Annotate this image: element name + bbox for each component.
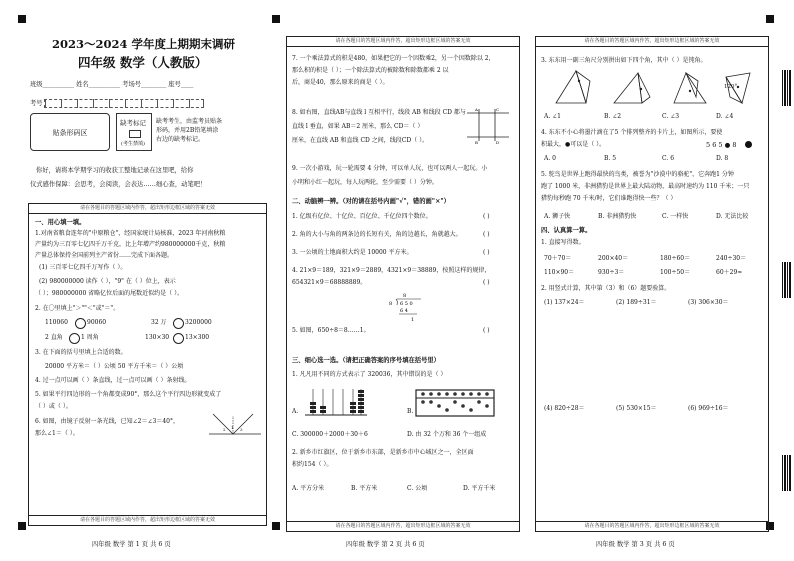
question-text: （ ）；980000000 省略亿位后面的尾数近似约是（ ）。 bbox=[35, 290, 184, 297]
question-text: 4. 过一点可以画（ ）条直线，过一点可以画（ ）条射线。 bbox=[35, 377, 191, 384]
option-d[interactable]: D. ∠4 bbox=[716, 113, 734, 120]
mental-calc: 60＋29≈ bbox=[716, 269, 743, 276]
compare-item: 3200000 bbox=[185, 319, 212, 326]
question-text: 小明和小红一起玩，每人玩两轮，至少需要（ ）分钟。 bbox=[292, 179, 438, 186]
svg-text:1: 1 bbox=[411, 317, 415, 323]
section-title: 四、认真算一算。 bbox=[541, 227, 592, 234]
section-title: 三、细心选一选。（请把正确答案的序号填在括号里） bbox=[292, 357, 440, 364]
compare-item: 130×30 bbox=[145, 334, 170, 341]
option-a[interactable]: A. bbox=[292, 408, 299, 415]
option-c[interactable]: C. 6 bbox=[662, 155, 675, 162]
parallel-lines-diagram bbox=[465, 105, 511, 145]
corner-mark bbox=[18, 15, 26, 23]
barcode-area bbox=[30, 113, 110, 151]
vertical-calc: (5) 530×15＝ bbox=[616, 405, 657, 412]
question-text: （ ）或（ ）。 bbox=[35, 403, 72, 410]
answer-area-note: 请在各题目的答题区域内作答，超出矩形边框区域的答案无效 bbox=[536, 521, 768, 531]
judge-item: 4. 21×9＝189，321×9＝2889，4321×9＝38889，按照这样的规律， bbox=[292, 267, 491, 274]
intro-text: 你好，请将本学期学习的收获工整地记录在这里吧，给你 bbox=[36, 167, 194, 174]
question-text: 2. 用竖式计算，其中第（3）和（6）题要验算。 bbox=[541, 285, 671, 292]
answer-area-note: 请在各题目的答题区域内作答，超出矩形边框区域的答案无效 bbox=[29, 515, 266, 525]
option-d[interactable]: D. 8 bbox=[716, 155, 729, 162]
compare-item: 110060 bbox=[45, 319, 68, 326]
question-text: 积最大，●可以是（ ）。 bbox=[541, 141, 606, 148]
compare-item: 13×300 bbox=[185, 334, 210, 341]
side-barcode bbox=[782, 262, 791, 298]
option-d[interactable]: D. 平方千米 bbox=[463, 485, 496, 492]
student-info-line: 班级__________ 姓名__________ 考场号________ 座号____ bbox=[30, 81, 194, 88]
counting-frame-figure bbox=[415, 389, 495, 417]
compare-circle[interactable] bbox=[75, 318, 86, 329]
question-text: 1. 凡凡用不同的方式表示了 320036，其中错误的是（ ） bbox=[292, 371, 447, 378]
option-b[interactable]: B. 5 bbox=[604, 155, 617, 162]
angle-label: 120° bbox=[724, 84, 738, 90]
compare-item: 1 周角 bbox=[81, 334, 99, 341]
mental-calc: 110×90＝ bbox=[544, 269, 575, 276]
question-text: 2. 在〇里填上"＞""＜"或"＝"。 bbox=[35, 305, 120, 312]
option-b[interactable]: B. bbox=[407, 408, 414, 415]
option-b[interactable]: B. 非洲猎豹快 bbox=[598, 213, 637, 220]
option-b[interactable]: B. 平方米 bbox=[351, 485, 378, 492]
answer-area-note: 请在各题目的答题区域内作答，超出矩形边框区域的答案无效 bbox=[287, 521, 519, 531]
judge-item: 1. 亿级有亿位、十亿位、百亿位、千亿位四个数位。 bbox=[292, 213, 432, 220]
answer-area-note: 请在各题目的答题区域内作答，超出矩形边框区域的答案无效 bbox=[287, 37, 519, 47]
question-text: 3. 在下面的括号里填上合适的数。 bbox=[35, 349, 127, 356]
mental-calc: 930÷3＝ bbox=[598, 269, 625, 276]
question-text: 5. 如果平行四边形的一个角都变成90°，那么这个平行四边形就变成了 bbox=[35, 391, 222, 398]
question-text: 9. 一次小游戏，玩一轮需要 4 分钟，可以单人玩，也可以两人一起玩。小 bbox=[292, 165, 488, 172]
answer-box bbox=[286, 36, 520, 532]
question-text: 1. 直接写得数。 bbox=[541, 239, 585, 246]
svg-text:B: B bbox=[475, 140, 478, 145]
judge-item: 3. 一公顷的土地面积大约是 10000 平方米。 bbox=[292, 249, 413, 256]
option-a[interactable]: A. 狮子快 bbox=[544, 213, 571, 220]
mental-calc: 180÷60＝ bbox=[660, 255, 691, 262]
svg-text:3: 3 bbox=[240, 427, 243, 432]
svg-text:6 5 0: 6 5 0 bbox=[400, 301, 413, 307]
corner-mark bbox=[272, 15, 280, 23]
option-a[interactable]: A. ∠1 bbox=[544, 113, 561, 120]
ink-blot-card bbox=[745, 141, 752, 148]
long-division-figure bbox=[387, 291, 423, 329]
compare-circle[interactable] bbox=[173, 318, 184, 329]
answer-box bbox=[28, 203, 267, 526]
compare-item: 2 直角 bbox=[45, 334, 63, 341]
question-text: (1) 三百零七亿四千万写作（ ）。 bbox=[39, 264, 127, 271]
question-text: 7. 一个乘法算式的积是480，如果把它的一个因数乘2，另一个因数除以 2， bbox=[292, 55, 495, 62]
judge-item: 5. 如图，650÷8＝8……1。 bbox=[292, 327, 370, 334]
option-c[interactable]: C. 公顷 bbox=[407, 485, 428, 492]
absent-label: 缺考标记 bbox=[120, 119, 146, 127]
vertical-calc: (2) 189÷31＝ bbox=[616, 299, 657, 306]
section-title: 二、动脑辨一辨。（对的请在括号内画"√"，错的画"×"） bbox=[292, 198, 450, 205]
absent-note: 形码，并用2B铅笔填涂 bbox=[156, 127, 219, 134]
option-c[interactable]: C. ∠3 bbox=[662, 113, 680, 120]
question-text: 那么∠1＝（ ）。 bbox=[35, 430, 79, 437]
intro-text: 仪式感作保障：会思考，会阅读，会表达……细心查，动笔吧！ bbox=[30, 181, 207, 188]
abacus-figure bbox=[303, 385, 369, 419]
question-text: 3. 东东用一副三角尺分别拼出如下四个角，其中（ ）是钝角。 bbox=[541, 57, 707, 64]
digit-cards: 5 6 5 ● 8 bbox=[706, 141, 737, 149]
judge-bracket[interactable]: ( ) bbox=[483, 231, 490, 238]
question-text: 后，商是40，那么原来的商是（ ）。 bbox=[292, 79, 389, 86]
compare-item: 32 万 bbox=[151, 319, 167, 326]
judge-bracket[interactable]: ( ) bbox=[483, 327, 490, 334]
barcode-area-label: 贴条形码区 bbox=[52, 129, 88, 137]
vertical-calc: (1) 137×24＝ bbox=[544, 299, 585, 306]
exam-title: 2023～2024 学年度上期期末调研 bbox=[52, 37, 236, 51]
page-footer: 四年级 数学 第 3 页 共 6 页 bbox=[596, 541, 675, 548]
judge-item: 654321×9＝68888889。 bbox=[292, 279, 367, 286]
question-text: 2. 新乡市红旗区，位于新乡市东部，是新乡市中心城区之一，全区面 bbox=[292, 449, 474, 456]
option-b[interactable]: B. ∠2 bbox=[604, 113, 622, 120]
svg-text:1: 1 bbox=[231, 425, 234, 430]
answer-area-note: 请在各题目的答题区域内作答，超出矩形边框区域的答案无效 bbox=[536, 37, 768, 47]
vertical-calc: (6) 969÷16＝ bbox=[688, 405, 729, 412]
judge-bracket[interactable]: ( ) bbox=[483, 279, 490, 286]
judge-bracket[interactable]: ( ) bbox=[483, 249, 490, 256]
option-c[interactable]: C. 300000＋2000＋30＋6 bbox=[292, 431, 368, 438]
compare-item: 90060 bbox=[87, 319, 107, 326]
page-footer: 四年级 数学 第 2 页 共 6 页 bbox=[346, 541, 425, 548]
judge-bracket[interactable]: ( ) bbox=[483, 213, 490, 220]
absent-note: 右边的缺考标记。 bbox=[156, 136, 205, 143]
svg-text:8: 8 bbox=[389, 301, 393, 307]
corner-mark bbox=[18, 522, 26, 530]
answer-area-note: 请在各题目的答题区域内作答，超出矩形边框区域的答案无效 bbox=[29, 204, 266, 214]
mirror-reflection-diagram bbox=[207, 410, 263, 440]
compare-circle[interactable] bbox=[173, 333, 184, 344]
question-text: 产量总体保持全国前列主产省份……完成下面各题。 bbox=[35, 252, 174, 259]
question-text: 积约154（ ）。 bbox=[292, 461, 333, 468]
question-text: 猎豹每秒跑 70 千米/时，它们谁跑得快一些？（ ） bbox=[541, 195, 677, 202]
judge-item: 2. 角的大小与角的两条边的长短有关，角的边越长，角就越大。 bbox=[292, 231, 462, 238]
question-text: 那么积的积是（ ）；一个除法算式的被除数和除数都乘 2 以 bbox=[292, 67, 449, 74]
mental-calc: 70＋70＝ bbox=[544, 255, 572, 262]
exam-number-boxes[interactable] bbox=[44, 99, 204, 108]
question-text: 厘米，在直线 AB 和直线 CD 之间，线段CD（ ）。 bbox=[292, 137, 429, 144]
question-text: 跑了 1000 米，非洲猎豹是世界上最大陆动物，最高时速约为 110 千米；一只 bbox=[541, 183, 750, 190]
svg-text:8: 8 bbox=[403, 293, 407, 299]
option-a[interactable]: A. 0 bbox=[544, 155, 556, 162]
mental-calc: 200×40＝ bbox=[598, 255, 629, 262]
exam-subtitle: 四年级 数学（人教版） bbox=[78, 55, 208, 70]
question-text: 5. 鸵鸟是世界上跑得最快的鸟类，被誉为"沙漠中的骆驼"，它奔跑1 分钟 bbox=[541, 171, 734, 178]
absent-sub: (考生禁填) bbox=[121, 141, 145, 147]
question-text: 8. 如右图，直线AB与直线 l 互相平行，线段 AB 和线段 CD 都与 bbox=[292, 109, 466, 116]
exam-number-label: 考号 bbox=[30, 100, 43, 107]
mental-calc: 100÷50＝ bbox=[660, 269, 691, 276]
question-text: (2) 980000000 读作（ ），"9" 在（ ）位上，表示 bbox=[39, 278, 176, 285]
corner-mark bbox=[766, 15, 774, 23]
absent-checkbox[interactable] bbox=[129, 130, 141, 138]
absent-note: 缺考考生，由监考员贴条 bbox=[156, 118, 223, 125]
question-text: 1.对南省粮食连年的"中原粮仓"，经国家统计局核准，2023 年河南秋粮 bbox=[35, 230, 226, 237]
option-c[interactable]: C. 一样快 bbox=[662, 213, 689, 220]
vertical-calc: (3) 306×30＝ bbox=[688, 299, 729, 306]
question-text: 直线 l 垂直，如果 AB＝2 厘米，那么 CD＝（ ） bbox=[292, 123, 424, 130]
question-text: 产量约为三百零七亿四千万千克，比上年增产约980000000千克，秋粮 bbox=[35, 241, 226, 248]
svg-text:A: A bbox=[475, 107, 478, 112]
option-d[interactable]: D. 由 32 个万和 36 个一组成 bbox=[407, 431, 487, 438]
side-barcode bbox=[782, 70, 791, 106]
svg-text:6 4: 6 4 bbox=[400, 308, 408, 314]
question-text: 20000 平方米＝（ ）公顷 50 平方千米＝（ ）公顷 bbox=[45, 363, 184, 370]
svg-text:2: 2 bbox=[223, 427, 226, 432]
question-text: 6. 如图，由镜子反射一条光线，已知∠2＝∠3＝40°， bbox=[35, 418, 179, 425]
svg-text:D: D bbox=[496, 140, 500, 145]
mental-calc: 240÷30＝ bbox=[716, 255, 747, 262]
svg-text:C: C bbox=[496, 107, 500, 112]
side-barcode bbox=[782, 455, 791, 491]
compare-circle[interactable] bbox=[69, 333, 80, 344]
absent-box bbox=[116, 113, 152, 151]
page-footer: 四年级 数学 第 1 页 共 6 页 bbox=[92, 541, 171, 548]
answer-box bbox=[535, 36, 769, 532]
question-text: 4. 东东不小心将墨汁滴在了5 个排列整齐的卡片上，如图所示，要使 bbox=[541, 129, 723, 136]
option-d[interactable]: D. 无法比较 bbox=[716, 213, 749, 220]
option-a[interactable]: A. 平方分米 bbox=[292, 485, 325, 492]
corner-mark bbox=[272, 522, 280, 530]
section-title: 一、用心填一填。 bbox=[35, 219, 86, 226]
vertical-calc: (4) 820÷28＝ bbox=[544, 405, 585, 412]
